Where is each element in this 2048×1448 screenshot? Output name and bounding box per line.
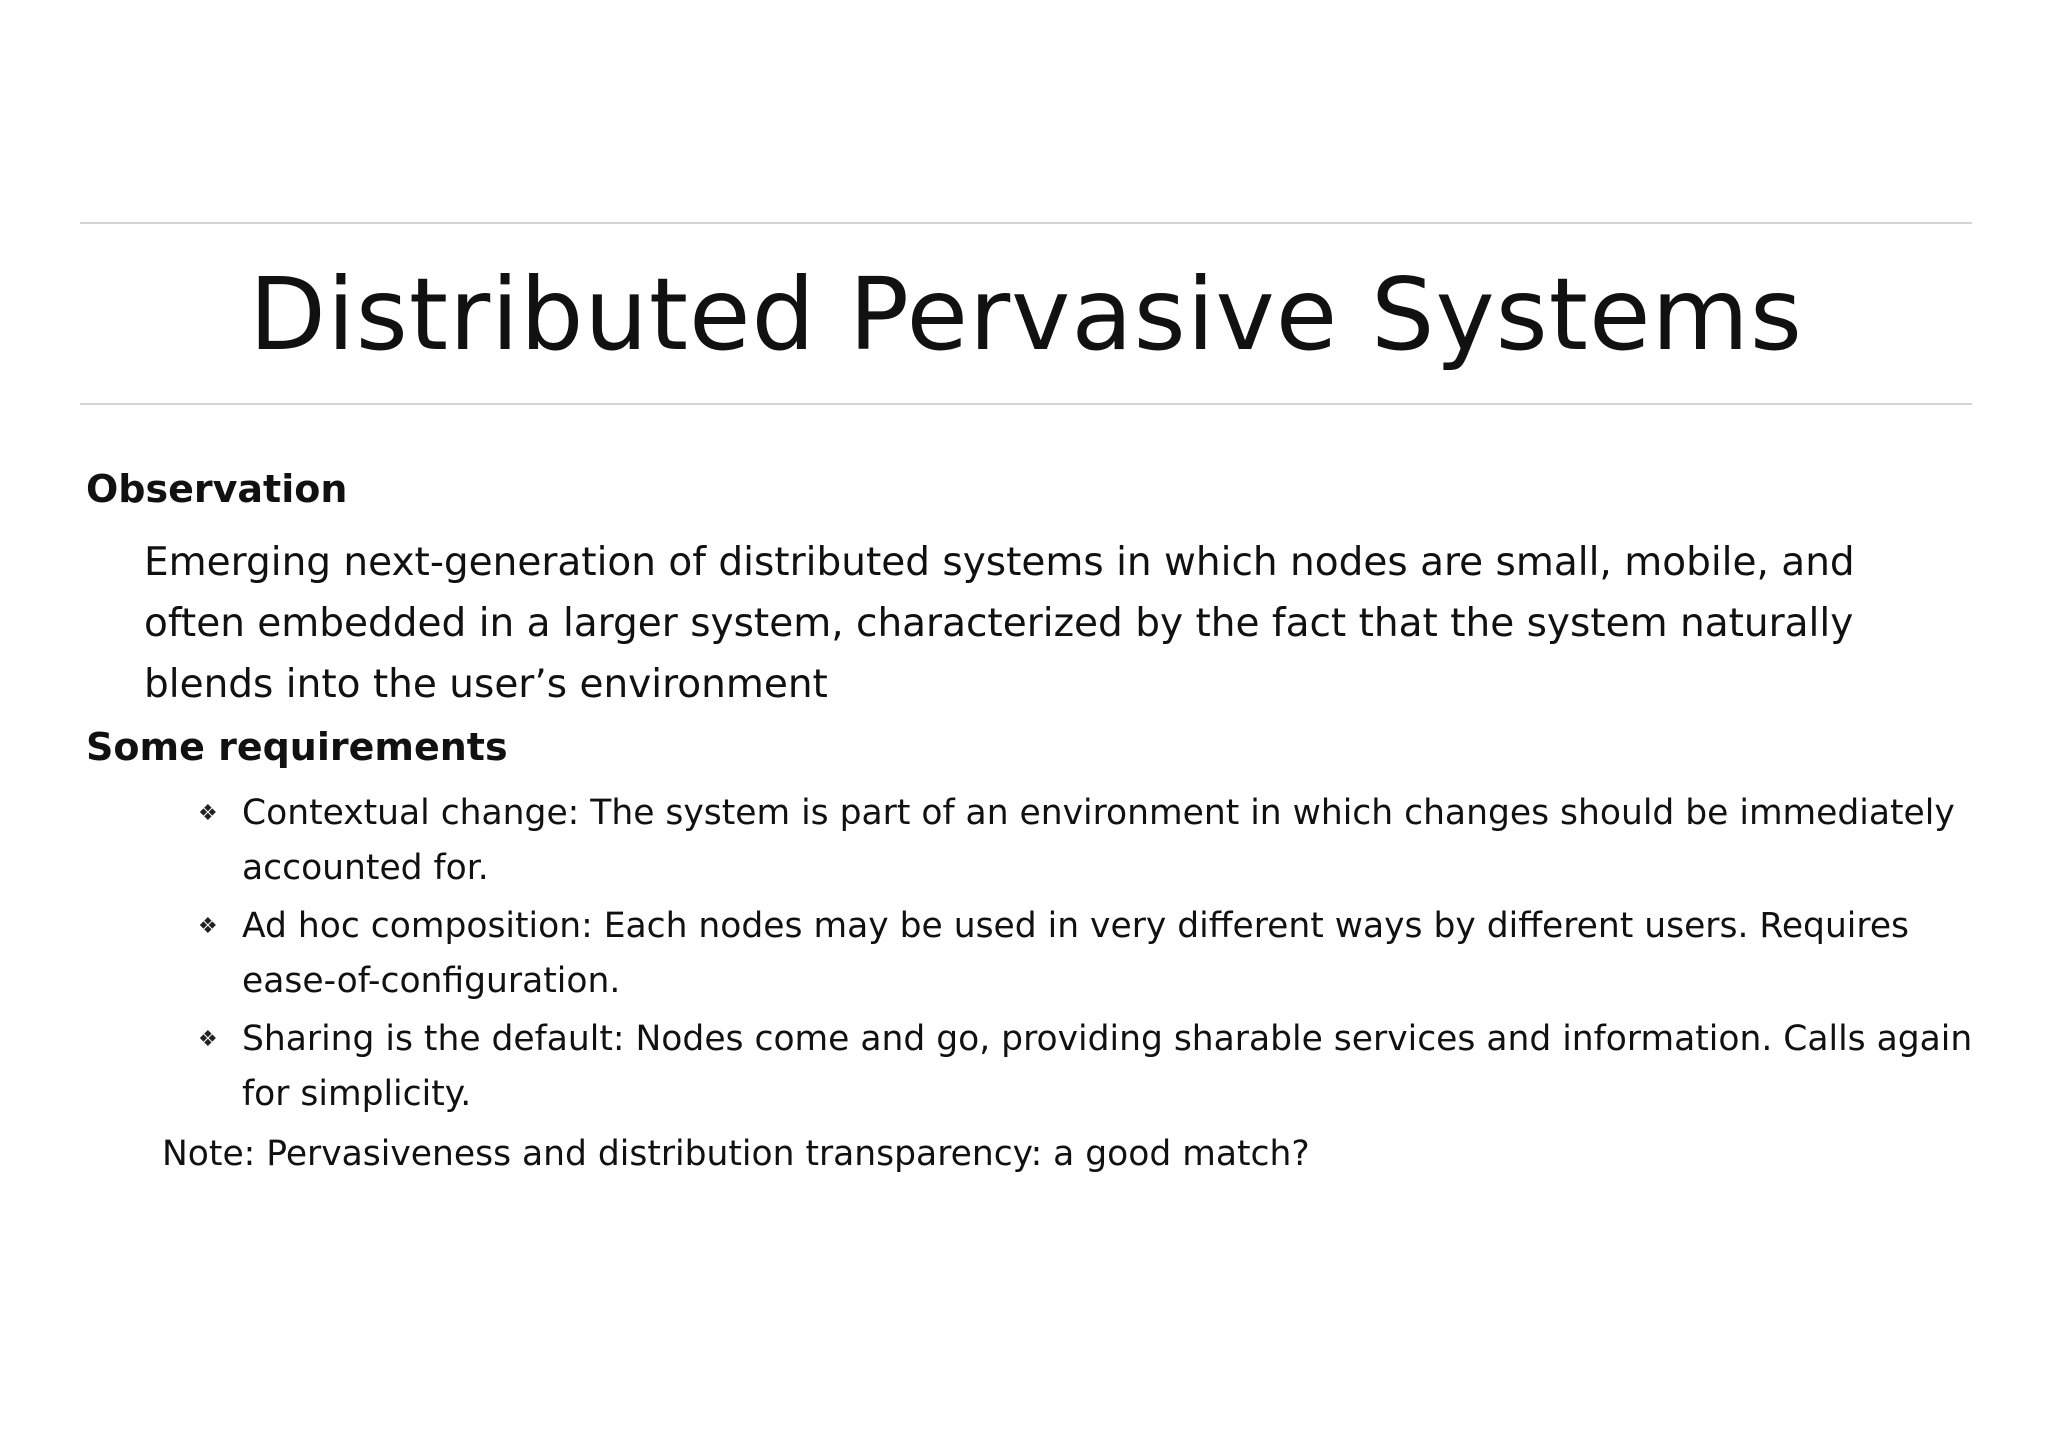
- title-bottom-rule: [80, 403, 1972, 405]
- diamond-bullet-icon: ❖: [198, 801, 218, 826]
- requirement-item: [196, 786, 1976, 896]
- note-text: Note: Pervasiveness and distribution transparency: a good match?: [162, 1134, 1310, 1174]
- diamond-bullet-icon: ❖: [198, 914, 218, 939]
- observation-heading: Observation: [86, 467, 348, 511]
- requirements-list: [196, 786, 1976, 1125]
- observation-text: Emerging next-generation of distributed systems in which nodes are small, mobile, and often embedded in a larger system, characterized by the fact that the system naturally blends into the user’s environment: [144, 540, 1855, 707]
- diamond-bullet-icon: ❖: [198, 1027, 218, 1052]
- slide-title: Distributed Pervasive Systems: [248, 256, 1804, 373]
- title-top-rule: [80, 222, 1972, 224]
- requirement-text: Ad hoc composition: Each nodes may be used in very different ways by different users. Requires ease-of-configuration.: [242, 906, 1910, 1001]
- requirement-item: [196, 899, 1976, 1009]
- requirement-text: Contextual change: The system is part of an environment in which changes should be immediately accounted for.: [242, 793, 1955, 888]
- requirement-text: Sharing is the default: Nodes come and go, providing sharable services and information. Calls again for simplicity.: [242, 1019, 1973, 1114]
- requirement-item: [196, 1012, 1976, 1122]
- requirements-heading: Some requirements: [86, 725, 508, 769]
